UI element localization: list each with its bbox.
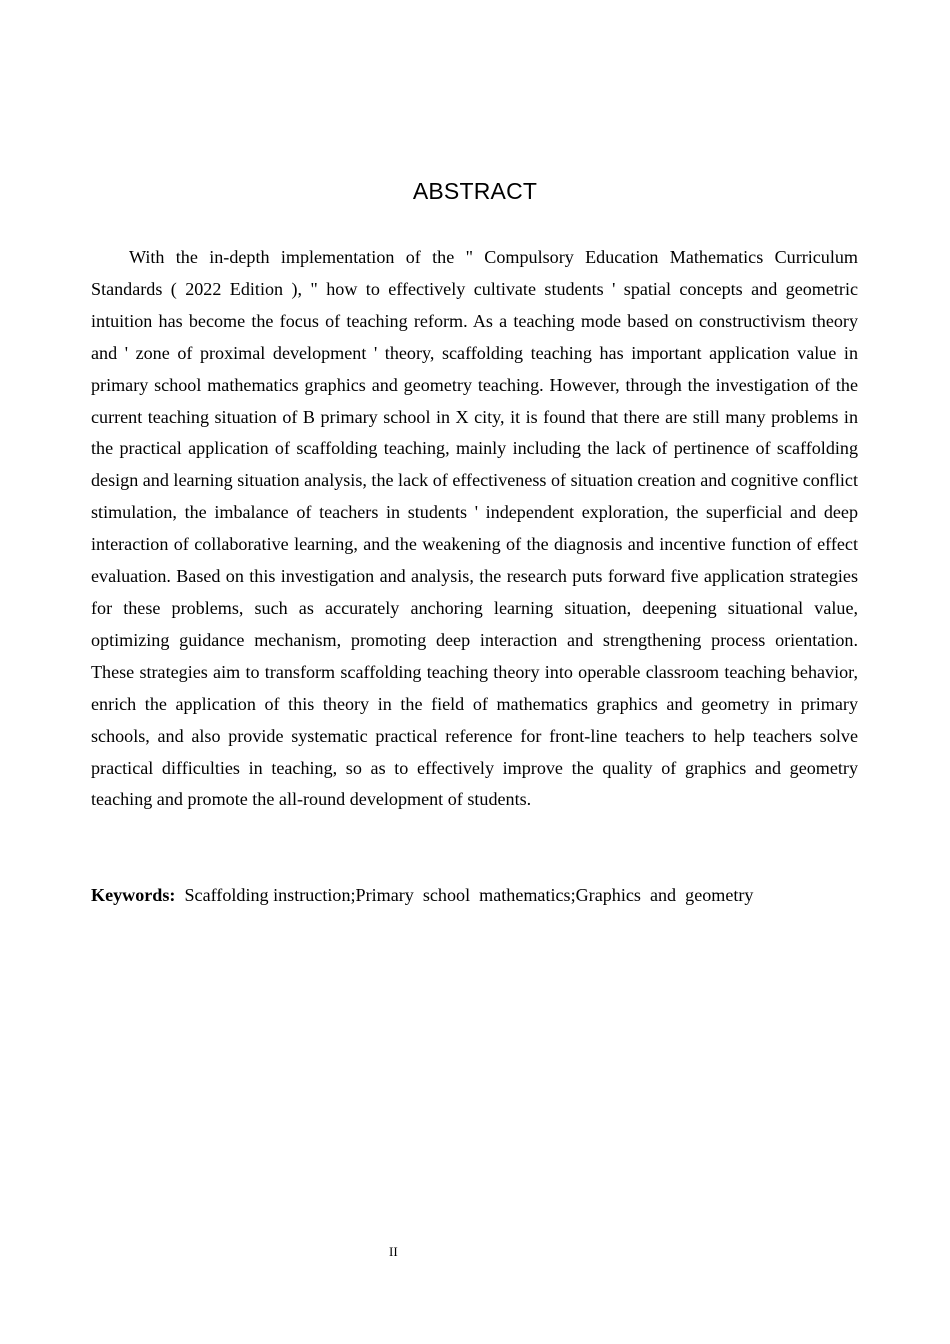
abstract-body: With the in-depth implementation of the " Compulsory Education Mathematics Curriculum Standards ( 2022 Edition ), " how to effectively cultivate students ' spatial concepts and geometric intuition has become the focus of teaching reform. As a teaching mode based on constructivism theory and ' zone of proximal development ' theory, scaffolding teaching has important application value in primary school mathematics graphics and geometry teaching. However, through the investigation of the current teaching situation of B primary school in X city, it is found that there are still many problems in the practical application of scaffolding teaching, mainly including the lack of pertinence of scaffolding design and learning situation analysis, the lack of effectiveness of situation creation and cognitive conflict stimulation, the imbalance of teachers in students ' independent exploration, the superficial and deep interaction of collaborative learning, and the weakening of the diagnosis and incentive function of effect evaluation. Based on this investigation and analysis, the research puts forward five application strategies for these problems, such as accurately anchoring learning situation, deepening situational value, optimizing guidance mechanism, promoting deep interaction and strengthening process orientation. These strategies aim to transform scaffolding teaching theory into operable classroom teaching behavior, enrich the application of this theory in the field of mathematics graphics and geometry in primary schools, and also provide systematic practical reference for front-line teachers to help teachers solve practical difficulties in teaching, so as to effectively improve the quality of graphics and geometry teaching and promote the all-round development of students.	[91, 247, 858, 810]
page-number: II	[389, 1244, 398, 1259]
keywords-label: Keywords:	[91, 885, 176, 905]
keywords-line	[91, 880, 858, 912]
keywords-value: Scaffolding instruction;Primary school mathematics;Graphics and geometry	[184, 885, 754, 905]
abstract-heading: ABSTRACT	[412, 178, 538, 204]
